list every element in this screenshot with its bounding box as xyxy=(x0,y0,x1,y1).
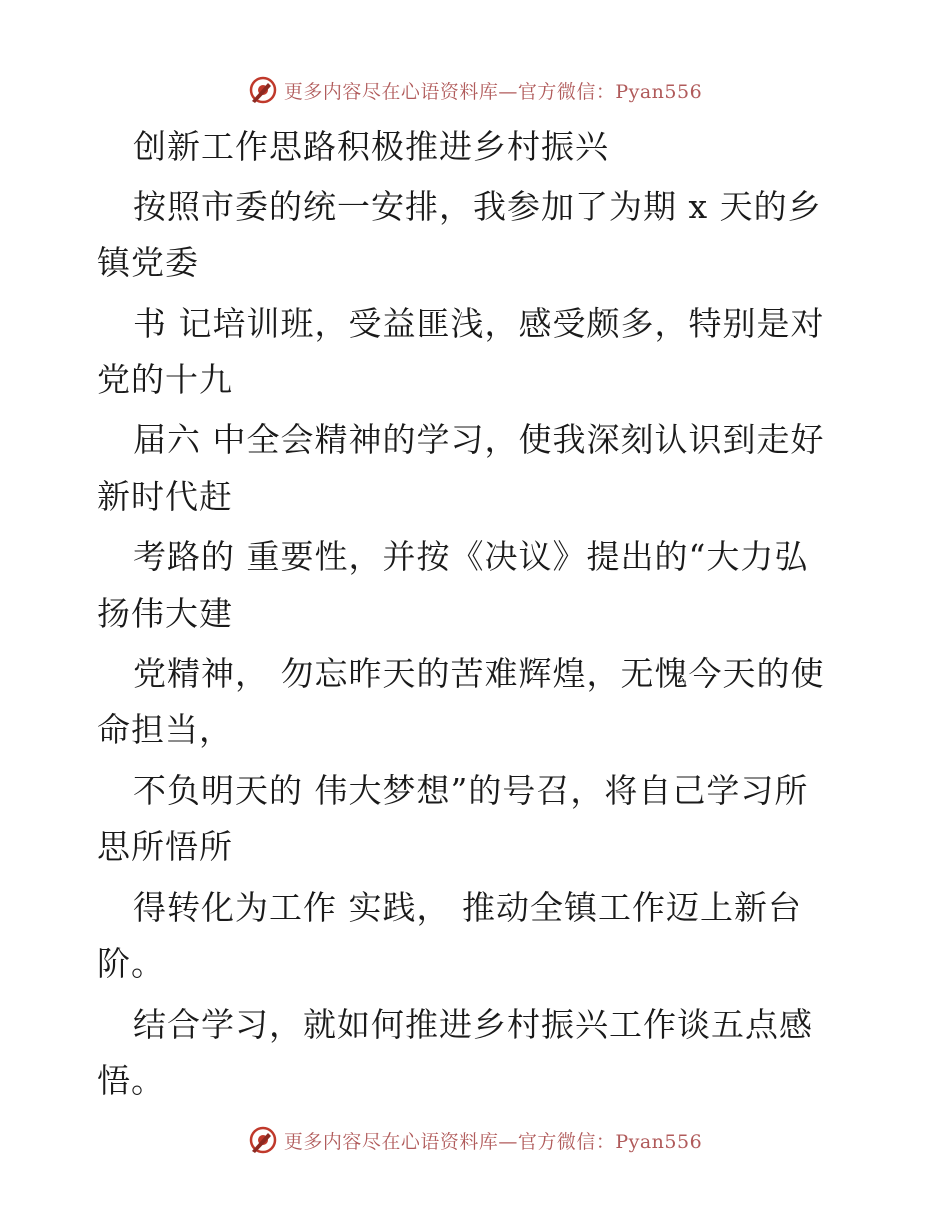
paragraph-line: 书 记培训班，受益匪浅，感受颇多，特别是对 xyxy=(133,304,825,343)
paragraph-line: 悟。 xyxy=(97,1061,165,1100)
paragraph-line: 不负明天的 伟大梦想”的号召，将自己学习所 xyxy=(133,771,809,810)
paragraph-line: 考路的 重要性，并按《决议》提出的“大力弘 xyxy=(133,537,809,576)
paragraph-line: 思所悟所 xyxy=(97,827,233,866)
paragraph-line: 阶。 xyxy=(97,944,165,983)
footer-banner-text: 更多内容尽在心语资料库—官方微信：Pyan556 xyxy=(283,1130,703,1153)
paragraph-line: 党的十九 xyxy=(97,360,233,399)
paragraph-line: 新时代赶 xyxy=(97,477,233,516)
paragraph-line: 扬伟大建 xyxy=(97,594,233,633)
paragraph-line: 结合学习，就如何推进乡村振兴工作谈五点感 xyxy=(133,1005,813,1044)
paragraph-line: 命担当， xyxy=(97,710,233,749)
paragraph-line: 镇党委 xyxy=(97,243,199,282)
footer-banner xyxy=(0,1120,950,1160)
paragraph-line: 按照市委的统一安排，我参加了为期 x 天的乡 xyxy=(133,187,822,226)
paragraph-line: 党精神， 勿忘昨天的苦难辉煌，无愧今天的使 xyxy=(133,654,825,693)
paragraph-line: 得转化为工作 实践， 推动全镇工作迈上新台 xyxy=(133,888,802,927)
paragraph-line: 届六 中全会精神的学习，使我深刻认识到走好 xyxy=(133,420,825,459)
header-banner-text: 更多内容尽在心语资料库—官方微信：Pyan556 xyxy=(283,80,703,103)
pen-logo-icon xyxy=(248,1125,278,1155)
document-title: 创新工作思路积极推进乡村振兴 xyxy=(133,127,609,166)
